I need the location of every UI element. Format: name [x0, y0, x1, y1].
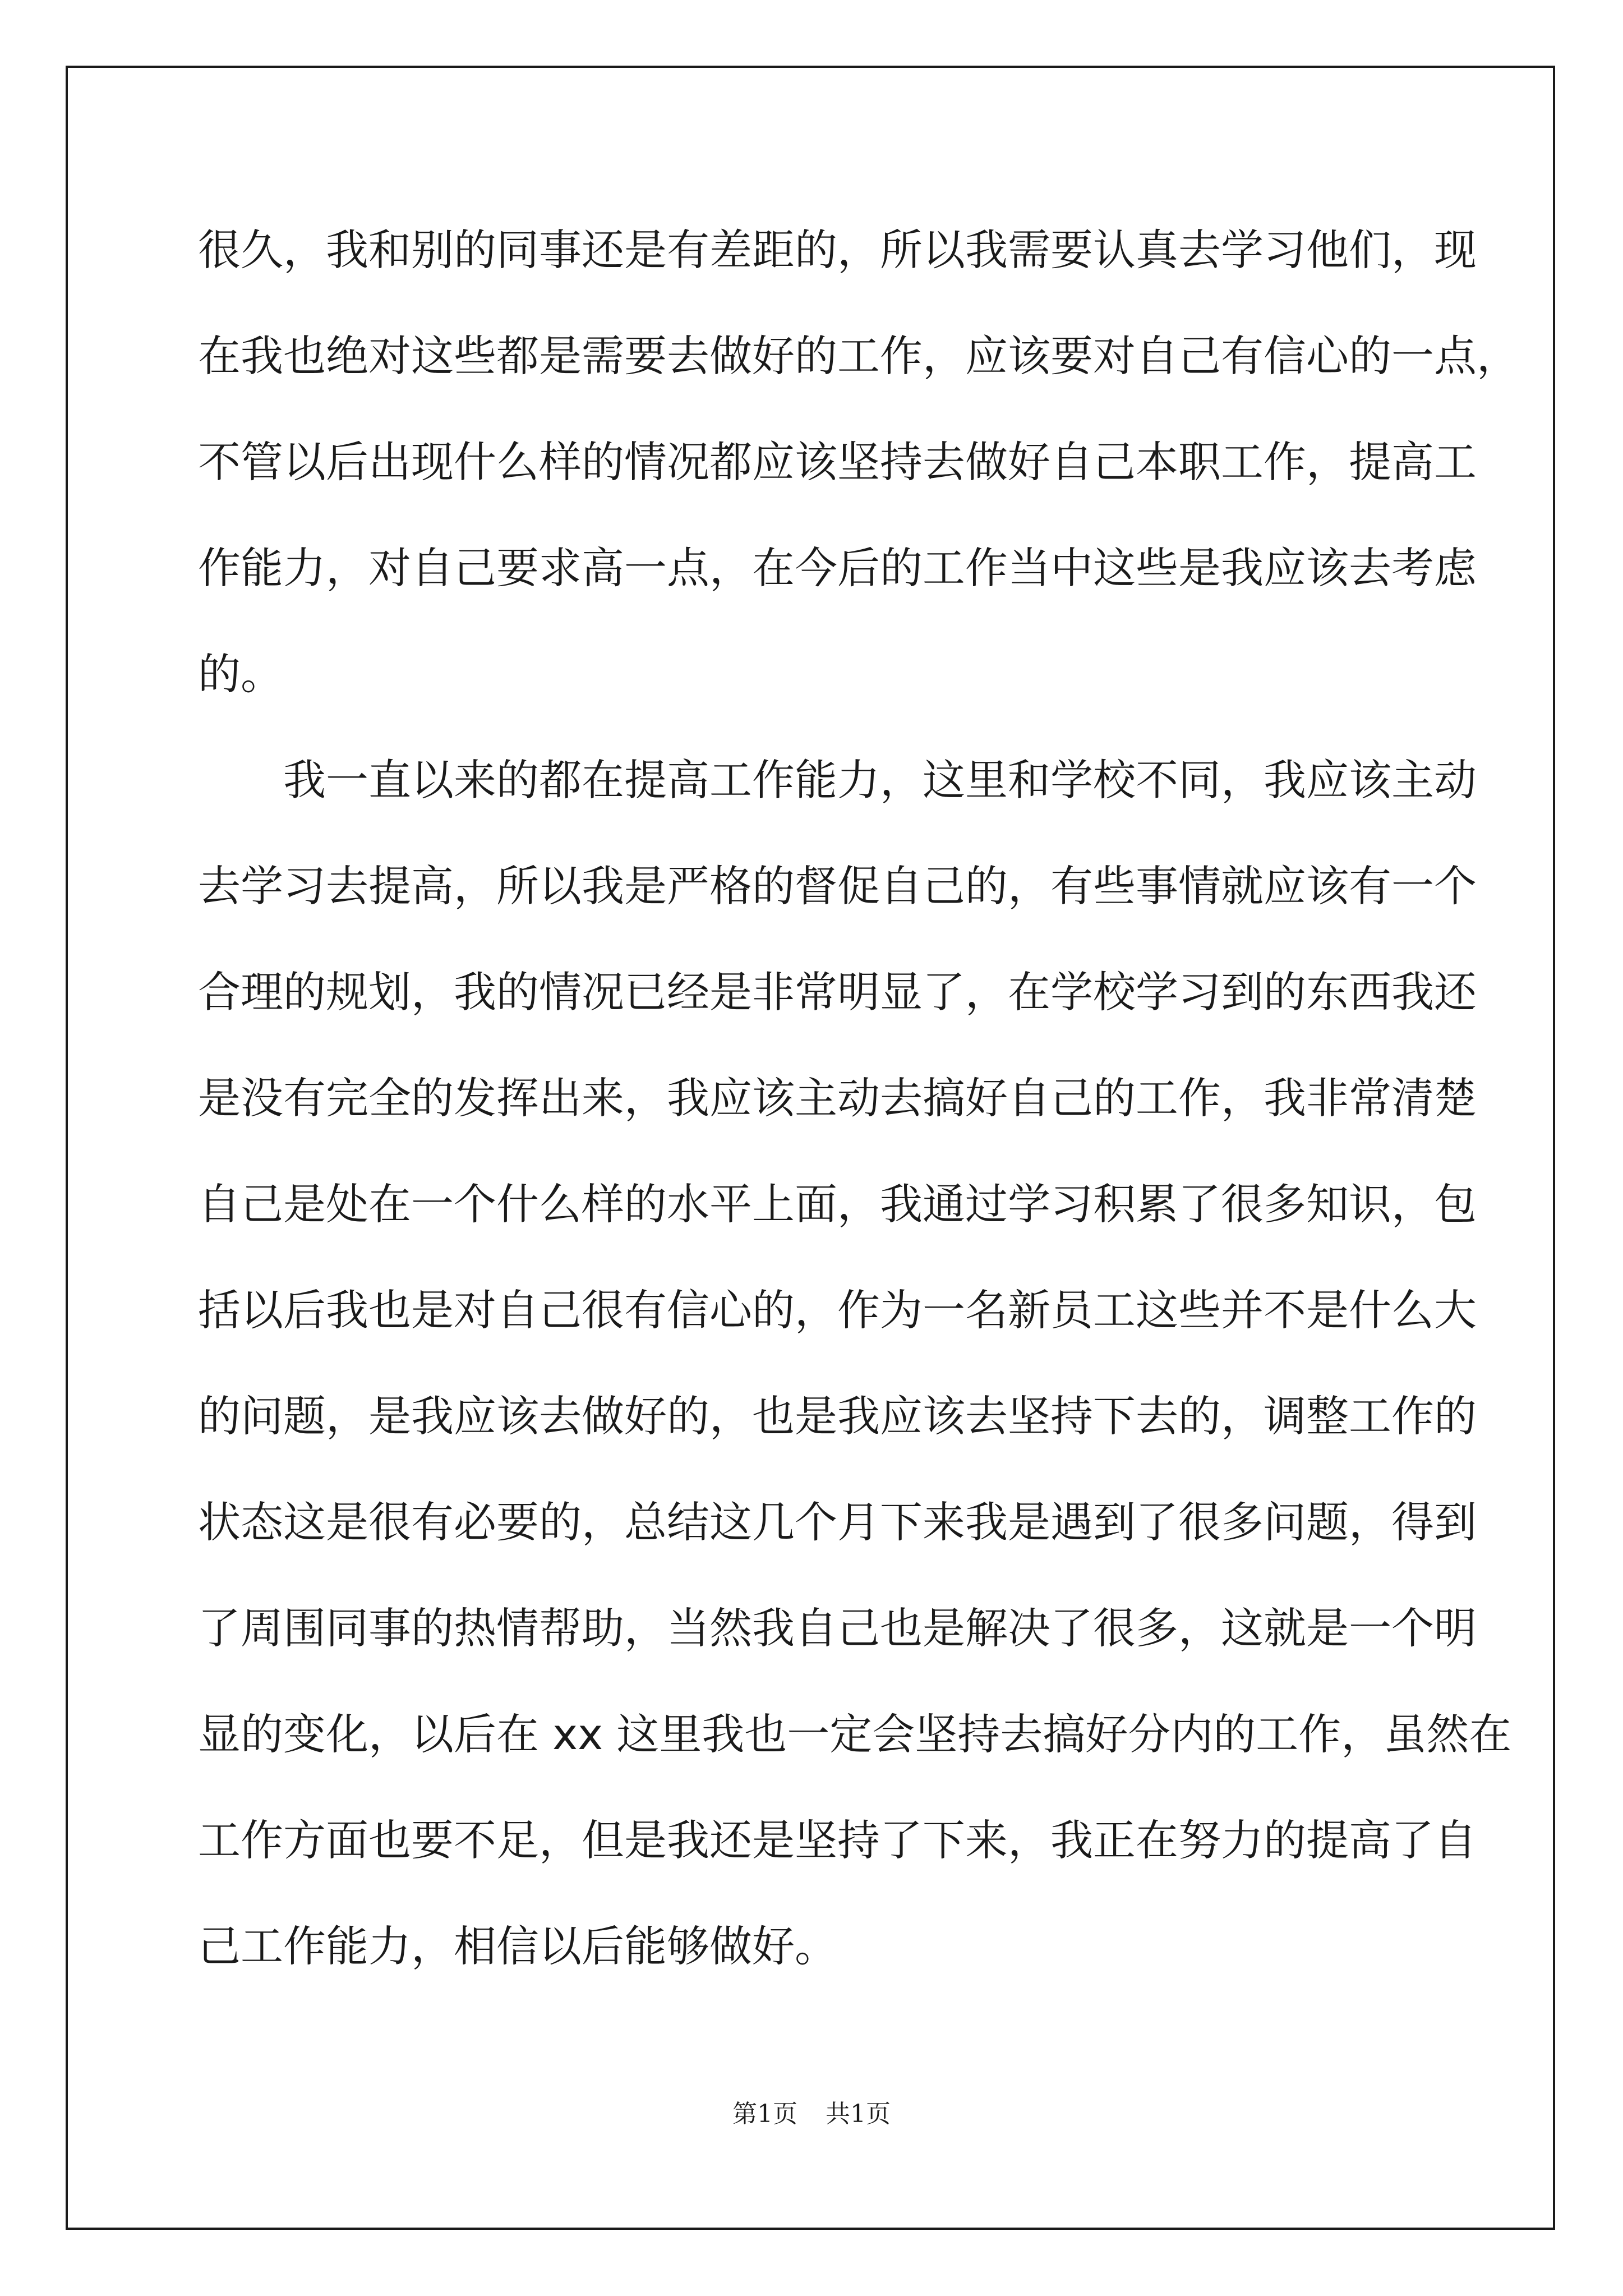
text-line: 合理的规划，我的情况已经是非常明显了，在学校学习到的东西我还	[198, 967, 1477, 1017]
text-line: 作能力，对自己要求高一点，在今后的工作当中这些是我应该去考虑	[198, 543, 1477, 593]
text-line: 状态这是很有必要的，总结这几个月下来我是遇到了很多问题，得到	[198, 1497, 1477, 1547]
text-line: 了周围同事的热情帮助，当然我自己也是解决了很多，这就是一个明	[198, 1603, 1477, 1653]
document-body	[198, 211, 1519, 2013]
text-line: 自己是处在一个什么样的水平上面，我通过学习积累了很多知识，包	[198, 1179, 1477, 1229]
text-line: 的问题，是我应该去做好的，也是我应该去坚持下去的，调整工作的	[198, 1391, 1477, 1441]
text-line: 很久，我和别的同事还是有差距的，所以我需要认真去学习他们，现	[198, 225, 1477, 275]
text-line: 去学习去提高，所以我是严格的督促自己的，有些事情就应该有一个	[198, 861, 1477, 911]
text-line: 工作方面也要不足，但是我还是坚持了下来，我正在努力的提高了自	[198, 1815, 1477, 1865]
text-line: 己工作能力，相信以后能够做好。	[198, 1921, 837, 1971]
text-line: 显的变化，以后在 xx 这里我也一定会坚持去搞好分内的工作，虽然在	[198, 1709, 1512, 1759]
paragraph	[198, 741, 1512, 2013]
text-line: 括以后我也是对自己很有信心的，作为一名新员工这些并不是什么大	[198, 1285, 1477, 1335]
paragraph	[198, 211, 1519, 741]
text-line: 我一直以来的都在提高工作能力，这里和学校不同，我应该主动	[283, 755, 1477, 805]
text-line: 在我也绝对这些都是需要去做好的工作，应该要对自己有信心的一点，	[198, 331, 1519, 381]
text-line: 的。	[198, 649, 283, 699]
page-number: 第1页	[732, 2100, 797, 2128]
page-footer	[0, 2093, 1623, 2129]
text-line: 是没有完全的发挥出来，我应该主动去搞好自己的工作，我非常清楚	[198, 1073, 1477, 1123]
text-line: 不管以后出现什么样的情况都应该坚持去做好自己本职工作，提高工	[198, 437, 1477, 487]
page-total: 共1页	[826, 2100, 891, 2128]
